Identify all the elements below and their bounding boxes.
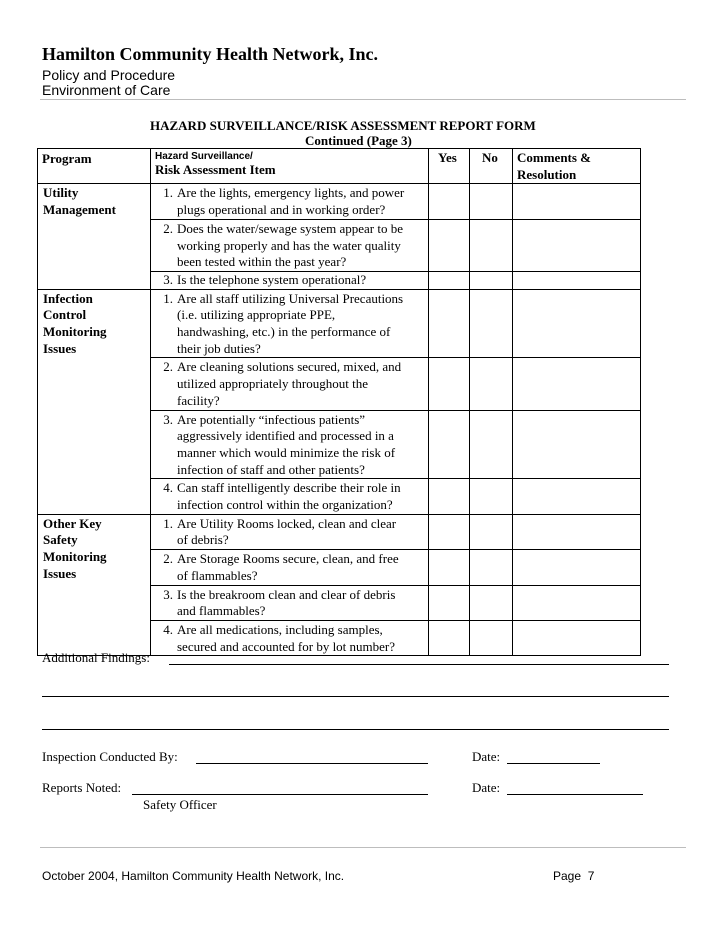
program-other-safety: Other Key Safety Monitoring Issues	[38, 514, 151, 656]
additional-findings-line-2[interactable]	[42, 696, 669, 697]
footer-text: October 2004, Hamilton Community Health Network, Inc.	[42, 869, 345, 883]
safety-officer-label: Safety Officer	[143, 797, 217, 812]
item-cell: 2. Does the water/sewage system appear to be working properly and has the water quality been tested within the past year?	[151, 219, 429, 271]
program-utility: Utility Management	[38, 184, 151, 289]
yes-cell[interactable]	[429, 184, 470, 219]
organization-title: Hamilton Community Health Network, Inc.	[42, 44, 378, 64]
yes-cell[interactable]	[429, 550, 470, 585]
form-continued: Continued (Page 3)	[305, 133, 412, 148]
item-cell: 1. Are all staff utilizing Universal Precautions (i.e. utilizing appropriate PPE, handwashing, etc.) in the performance of their job duties?	[151, 289, 429, 358]
comments-cell[interactable]	[513, 184, 641, 219]
no-cell[interactable]	[470, 550, 513, 585]
comments-cell[interactable]	[513, 289, 641, 358]
item-cell: 4. Can staff intelligently describe their role in infection control within the organization?	[151, 479, 429, 514]
yes-cell[interactable]	[429, 585, 470, 620]
comments-cell[interactable]	[513, 585, 641, 620]
reports-noted-label: Reports Noted:	[42, 780, 122, 795]
inspection-date-label: Date:	[472, 749, 501, 764]
yes-cell[interactable]	[429, 410, 470, 479]
yes-cell[interactable]	[429, 271, 470, 289]
comments-cell[interactable]	[513, 514, 641, 549]
yes-cell[interactable]	[429, 358, 470, 410]
table-row	[38, 184, 641, 219]
header-comments: Comments & Resolution	[513, 149, 641, 184]
comments-cell[interactable]	[513, 410, 641, 479]
item-cell: 2. Are Storage Rooms secure, clean, and free of flammables?	[151, 550, 429, 585]
no-cell[interactable]	[470, 410, 513, 479]
header-program: Program	[38, 149, 151, 184]
item-cell: 3. Is the breakroom clean and clear of debris and flammables?	[151, 585, 429, 620]
no-cell[interactable]	[470, 620, 513, 655]
item-cell: 3. Are potentially “infectious patients” aggressively identified and processed in a manner which would minimize the risk of infection of staff and other patients?	[151, 410, 429, 479]
no-cell[interactable]	[470, 184, 513, 219]
reports-date-line[interactable]	[507, 794, 643, 795]
comments-cell[interactable]	[513, 620, 641, 655]
table-row	[38, 514, 641, 549]
item-cell: 2. Are cleaning solutions secured, mixed, and utilized appropriately throughout the facility?	[151, 358, 429, 410]
comments-cell[interactable]	[513, 271, 641, 289]
reports-signature-line[interactable]	[132, 794, 428, 795]
header-yes: Yes	[429, 149, 470, 184]
comments-cell[interactable]	[513, 479, 641, 514]
comments-cell[interactable]	[513, 358, 641, 410]
no-cell[interactable]	[470, 585, 513, 620]
yes-cell[interactable]	[429, 219, 470, 271]
item-cell: 1. Are the lights, emergency lights, and power plugs operational and in working order?	[151, 184, 429, 219]
item-cell: 4. Are all medications, including samples, secured and accounted for by lot number?	[151, 620, 429, 655]
inspection-date-line[interactable]	[507, 763, 600, 764]
additional-findings-line-3[interactable]	[42, 729, 669, 730]
yes-cell[interactable]	[429, 620, 470, 655]
header-divider	[40, 99, 686, 100]
assessment-table	[37, 148, 641, 656]
footer-divider	[40, 847, 686, 848]
inspection-signature-line[interactable]	[196, 763, 428, 764]
yes-cell[interactable]	[429, 289, 470, 358]
no-cell[interactable]	[470, 514, 513, 549]
table-header-row	[38, 149, 641, 184]
yes-cell[interactable]	[429, 514, 470, 549]
form-title: HAZARD SURVEILLANCE/RISK ASSESSMENT REPORT FORM	[150, 118, 536, 133]
header-no: No	[470, 149, 513, 184]
program-infection: Infection Control Monitoring Issues	[38, 289, 151, 514]
comments-cell[interactable]	[513, 550, 641, 585]
table-row	[38, 289, 641, 358]
section-subtitle: Environment of Care	[42, 82, 171, 98]
item-cell: 3. Is the telephone system operational?	[151, 271, 429, 289]
additional-findings-line-1[interactable]	[169, 664, 669, 665]
no-cell[interactable]	[470, 358, 513, 410]
item-cell: 1. Are Utility Rooms locked, clean and clear of debris?	[151, 514, 429, 549]
policy-subtitle: Policy and Procedure	[42, 67, 176, 83]
header-item: Hazard Surveillance/ Risk Assessment Item	[151, 149, 429, 184]
page-number: Page 7	[553, 869, 595, 883]
yes-cell[interactable]	[429, 479, 470, 514]
additional-findings-label: Additional Findings:	[42, 650, 150, 665]
no-cell[interactable]	[470, 219, 513, 271]
no-cell[interactable]	[470, 289, 513, 358]
reports-date-label: Date:	[472, 780, 501, 795]
no-cell[interactable]	[470, 271, 513, 289]
comments-cell[interactable]	[513, 219, 641, 271]
inspection-conducted-label: Inspection Conducted By:	[42, 749, 178, 764]
no-cell[interactable]	[470, 479, 513, 514]
